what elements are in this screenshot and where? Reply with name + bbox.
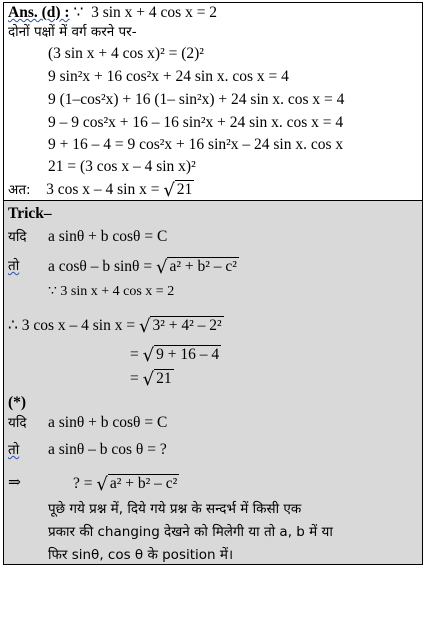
answer-heading (8, 4, 217, 22)
note-if-equation: a sinθ + b cosθ = C (48, 414, 168, 431)
implies-symbol: ⇒ (8, 474, 21, 491)
note-if-line (8, 414, 168, 432)
step-6: 21 = (3 cos x – 4 sin x)² (48, 158, 196, 175)
note-if-word: यदि (8, 415, 27, 431)
if-word: यदि (8, 229, 27, 245)
then-word: तो (8, 258, 20, 274)
note-result-line (8, 474, 178, 495)
trick-if-line (8, 228, 168, 246)
then-radical: √ a² + b² – c² (155, 257, 237, 278)
trick-given: ∵ 3 sin x + 4 cos x = 2 (48, 284, 175, 299)
result-radical: √ a² + b² – c² (96, 474, 178, 495)
trick-therefore-line: ∴ 3 cos x – 4 sin x = √ 3² + 4² – 2² (8, 316, 222, 337)
final-answer (8, 180, 194, 200)
note-then-equation: a sinθ – b cos θ = ? (48, 441, 167, 458)
therefore-radical: √ 3² + 4² – 2² (138, 316, 222, 337)
final-lhs: 3 cos x – 4 sin x = (46, 181, 164, 198)
star-heading: (*) (8, 394, 27, 411)
because-symbol: ∵ (73, 4, 84, 21)
note-paragraph-3: फिर sinθ, cos θ के position में। (48, 547, 234, 563)
if-equation: a sinθ + b cosθ = C (48, 228, 168, 245)
answer-label: Ans. (d) : (8, 4, 70, 21)
final-radical: √ 21 (163, 180, 193, 201)
trick-eq2: = √ 9 + 16 – 4 (130, 345, 220, 366)
step-3: 9 (1–cos²x) + 16 (1– sin²x) + 24 sin x. cos x = 4 (48, 91, 345, 108)
step-1: (3 sin x + 4 cos x)² = (2)² (48, 45, 204, 62)
step-5: 9 + 16 – 4 = 9 cos²x + 16 sin²x – 24 sin x. cos x (48, 136, 344, 153)
trick-heading: Trick– (8, 205, 52, 222)
given-equation: 3 sin x + 4 cos x = 2 (91, 4, 218, 21)
step-2: 9 sin²x + 16 cos²x + 24 sin x. cos x = 4 (48, 68, 289, 85)
note-paragraph-2: प्रकार की changing देखने को मिलेगी या तो a, b में या (48, 524, 333, 540)
note-result: ? = √ a² + b² – c² (73, 474, 178, 495)
squaring-note: दोनों पक्षों में वर्ग करने पर- (8, 24, 137, 40)
note-paragraph-1: पूछे गये प्रश्न में, दिये गये प्रश्न के सन्दर्भ में किसी एक (48, 501, 302, 517)
therefore-word: अत: (8, 182, 31, 198)
eq3-radical: √ 21 (142, 369, 172, 390)
step-4: 9 – 9 cos²x + 16 – 16 sin²x + 24 sin x. cos x = 4 (48, 114, 344, 131)
note-then-word: तो (8, 442, 20, 458)
note-then-line (8, 441, 167, 459)
trick-eq3: = √ 21 (130, 369, 172, 390)
eq2-radical: √ 9 + 16 – 4 (142, 345, 220, 366)
trick-then-line (8, 257, 237, 278)
then-equation: a cosθ – b sinθ = √ a² + b² – c² (48, 257, 237, 278)
